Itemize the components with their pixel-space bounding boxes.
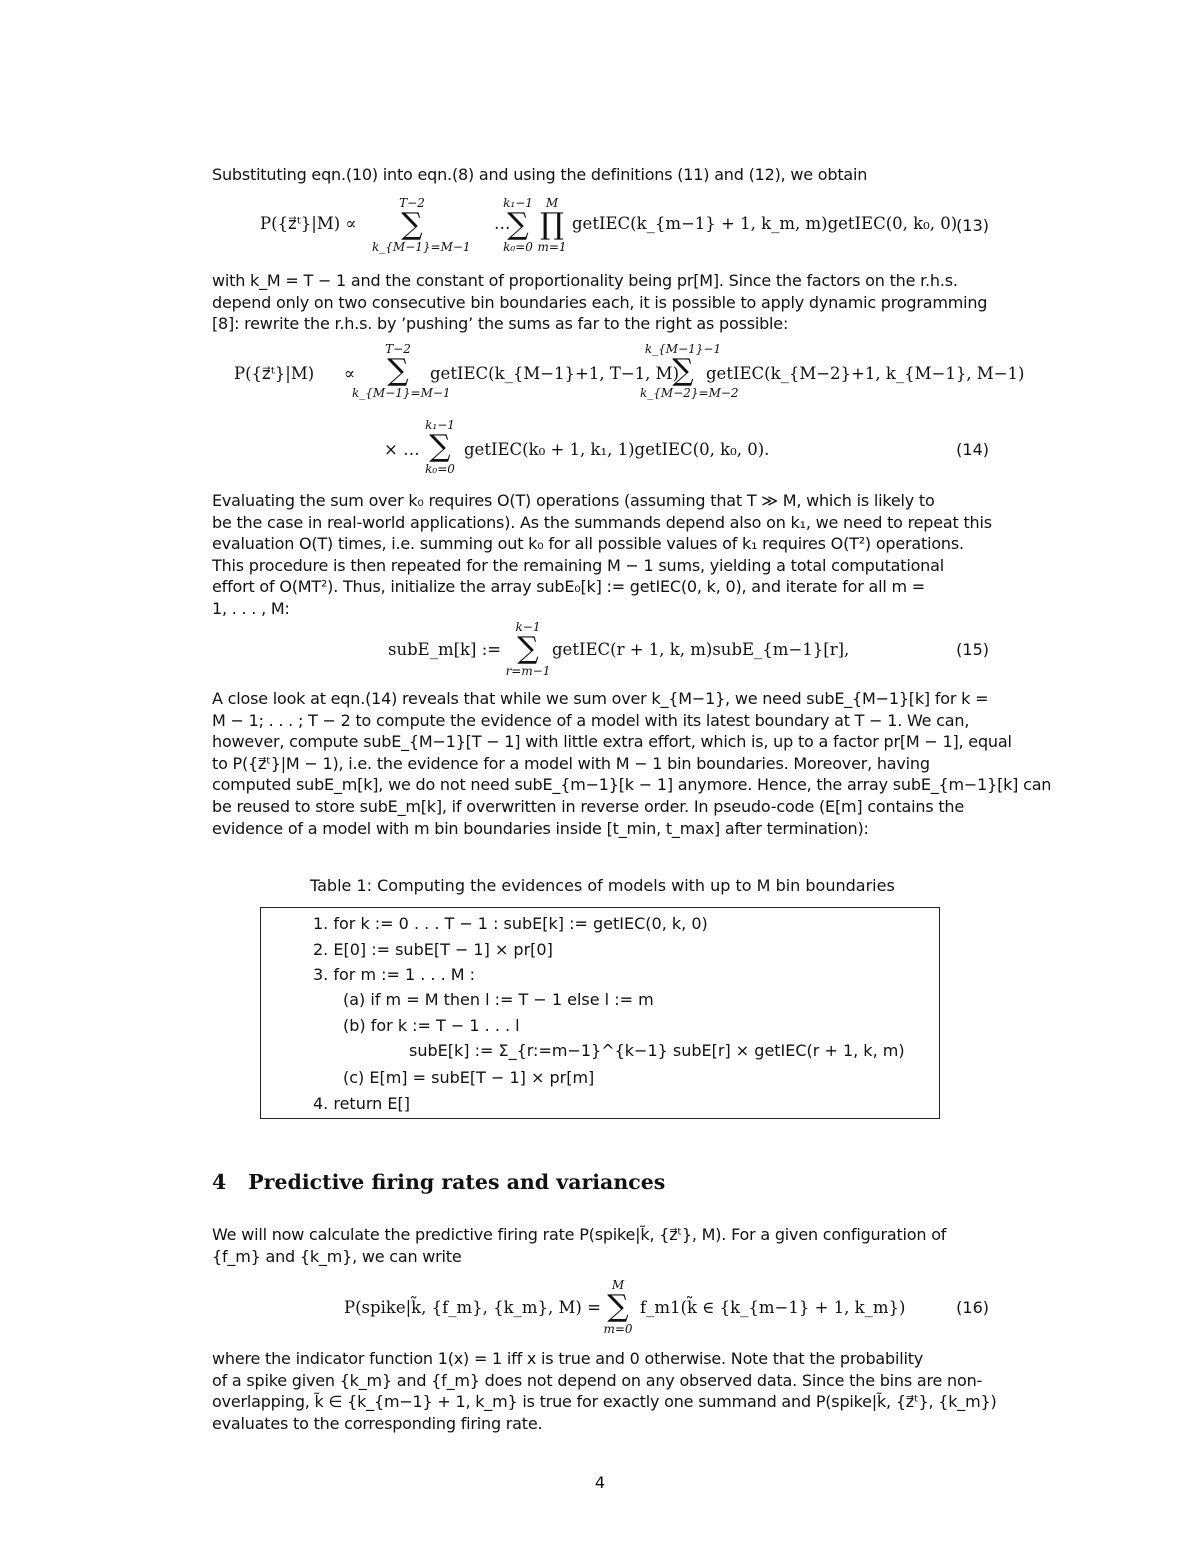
sum-symbol: ∑	[429, 429, 451, 464]
equation-13	[212, 196, 989, 260]
sum-symbol: ∑	[507, 207, 529, 242]
page-number: 4	[594, 1473, 606, 1492]
table-caption: Table 1: Computing the evidences of models with up to M bin boundaries	[310, 876, 895, 895]
sum-symbol: ∑	[607, 1289, 629, 1324]
eq16-body: f_m1(k̃ ∈ {k_{m−1} + 1, k_m})	[640, 1298, 906, 1317]
algorithm-box	[260, 907, 940, 1119]
sum-upper-limit: M	[611, 1278, 625, 1292]
algorithm-substep: (c) E[m] = subE[T − 1] × pr[m]	[343, 1068, 595, 1087]
text-line: where the indicator function 1(x) = 1 iff x is true and 0 otherwise. Note that the probability	[212, 1349, 924, 1368]
text-line: Substituting eqn.(10) into eqn.(8) and using the definitions (11) and (12), we obtain	[212, 165, 868, 184]
sum-upper-limit: k_{M−1}−1	[644, 342, 722, 356]
text-line: {f_m} and {k_m}, we can write	[212, 1246, 462, 1266]
product-upper-limit: M	[545, 196, 559, 210]
algorithm-step: 3. for m := 1 . . . M :	[313, 965, 476, 984]
paragraph-2	[212, 490, 992, 620]
eq16-lhs: P(spike|k̃, {f_m}, {k_m}, M) =	[344, 1298, 601, 1317]
sum-lower-limit: k_{M−1}=M−1	[352, 386, 451, 400]
text-line: effort of O(MT²). Thus, initialize the array subE₀[k] := getIEC(0, k, 0), and iterate for all m =	[212, 577, 925, 597]
eq13-body: getIEC(k_{m−1} + 1, k_m, m)getIEC(0, k₀, 0)	[572, 214, 958, 233]
eq13-product	[532, 196, 572, 254]
sum-upper-limit: T−2	[385, 342, 411, 356]
sum-lower-limit: k_{M−1}=M−1	[372, 240, 471, 254]
algorithm-step: 4. return E[]	[313, 1094, 410, 1113]
paragraph-1	[212, 270, 989, 335]
text-line: evaluation O(T) times, i.e. summing out k₀ for all possible values of k₁ requires O(T²) operations.	[212, 534, 964, 554]
eq13-dots: …	[494, 214, 511, 233]
text-line: evidence of a model with m bin boundaries inside [t_min, t_max] after termination):	[212, 818, 869, 838]
sum-lower-limit: r=m−1	[505, 664, 551, 678]
eq16-sum	[598, 1278, 638, 1336]
text-line: be reused to store subE_m[k], if overwritten in reverse order. In pseudo-code (E[m] contains the	[212, 796, 964, 816]
eq14-proportional: ∝	[344, 364, 356, 383]
eq14-term-3: getIEC(k₀ + 1, k₁, 1)getIEC(0, k₀, 0).	[464, 440, 770, 459]
equation-number: (14)	[956, 440, 989, 459]
sum-lower-limit: k_{M−2}=M−2	[640, 386, 739, 400]
equation-number: (15)	[956, 640, 989, 659]
equation-16	[212, 1278, 989, 1342]
text-line: depend only on two consecutive bin boundaries each, it is possible to apply dynamic programming	[212, 292, 988, 312]
equation-number: (16)	[956, 1298, 989, 1317]
paragraph-5	[212, 1348, 997, 1434]
sum-upper-limit: k₁−1	[503, 196, 533, 210]
eq14-lhs: P({z⃗ᵗ}|M)	[234, 364, 315, 383]
text-line: overlapping, k̃ ∈ {k_{m−1} + 1, k_m} is true for exactly one summand and P(spike|k̃, {z⃗ᵗ}, {k_m})	[212, 1392, 997, 1412]
text-line: however, compute subE_{M−1}[T − 1] with little extra effort, which is, up to a factor pr[M − 1], equal	[212, 732, 1012, 752]
text-line: A close look at eqn.(14) reveals that while we sum over k_{M−1}, we need subE_{M−1}[k] for k =	[212, 689, 989, 708]
eq14-sum-3	[416, 418, 464, 476]
paragraph-4	[212, 1224, 989, 1267]
sum-symbol: ∑	[672, 353, 694, 388]
eq15-sum	[498, 620, 558, 678]
text-line: to P({z⃗ᵗ}|M − 1), i.e. the evidence for a model with M − 1 bin boundaries. Moreover, having	[212, 753, 930, 773]
eq14-times: × …	[384, 440, 420, 459]
sum-upper-limit: T−2	[399, 196, 425, 210]
text-line: Evaluating the sum over k₀ requires O(T) operations (assuming that T ≫ M, which is likely to	[212, 491, 935, 510]
text-line: of a spike given {k_m} and {f_m} does not depend on any observed data. Since the bins are non-	[212, 1370, 983, 1390]
product-lower-limit: m=1	[537, 240, 567, 254]
eq13-sum-1	[372, 196, 471, 254]
text-line: This procedure is then repeated for the remaining M − 1 sums, yielding a total computational	[212, 555, 944, 575]
section-number: 4	[212, 1170, 227, 1194]
algorithm-substep: (a) if m = M then l := T − 1 else l := m	[343, 990, 654, 1009]
text-line: 1, . . . , M:	[212, 598, 290, 618]
sum-upper-limit: k−1	[515, 620, 541, 634]
eq14-term-2: getIEC(k_{M−2}+1, k_{M−1}, M−1)	[706, 364, 1025, 383]
text-line: M − 1; . . . ; T − 2 to compute the evidence of a model with its latest boundary at T − 1. We can,	[212, 710, 970, 730]
text-line: computed subE_m[k], we do not need subE_{m−1}[k − 1] anymore. Hence, the array subE_{m−1}[k] can	[212, 775, 1052, 795]
algorithm-substep: (b) for k := T − 1 . . . l	[343, 1016, 520, 1035]
sum-symbol: ∑	[401, 207, 423, 242]
section-heading	[212, 1170, 665, 1194]
paragraph-3	[212, 688, 1052, 839]
intro-paragraph	[212, 164, 989, 186]
text-line: [8]: rewrite the r.h.s. by ’pushing’ the sums as far to the right as possible:	[212, 314, 789, 334]
sum-symbol: ∑	[387, 353, 409, 388]
text-line: evaluates to the corresponding firing rate.	[212, 1413, 543, 1433]
algorithm-step: 2. E[0] := subE[T − 1] × pr[0]	[313, 940, 553, 959]
eq15-lhs: subE_m[k] :=	[388, 640, 502, 659]
algorithm-step: 1. for k := 0 . . . T − 1 : subE[k] := getIEC(0, k, 0)	[313, 914, 708, 933]
eq14-term-1: getIEC(k_{M−1}+1, T−1, M)	[430, 364, 680, 383]
eq15-body: getIEC(r + 1, k, m)subE_{m−1}[r],	[552, 640, 850, 659]
text-line: We will now calculate the predictive firing rate P(spike|k̃, {z⃗ᵗ}, M). For a given configuration of	[212, 1225, 947, 1244]
algorithm-substep: subE[k] := Σ_{r:=m−1}^{k−1} subE[r] × getIEC(r + 1, k, m)	[409, 1041, 905, 1060]
sum-lower-limit: m=0	[603, 1322, 633, 1336]
equation-14	[212, 342, 1025, 482]
equation-number: (13)	[956, 216, 989, 235]
sum-upper-limit: k₁−1	[425, 418, 455, 432]
equation-15	[212, 620, 989, 684]
text-line: be the case in real-world applications). As the summands depend also on k₁, we need to repeat this	[212, 512, 992, 532]
eq13-lhs: P({z⃗ᵗ}|M) ∝	[260, 214, 357, 233]
sum-symbol: ∑	[517, 631, 539, 666]
product-symbol: ∏	[540, 207, 564, 242]
section-title: Predictive firing rates and variances	[248, 1170, 666, 1194]
sum-lower-limit: k₀=0	[503, 240, 533, 254]
text-line: with k_M = T − 1 and the constant of proportionality being pr[M]. Since the factors on the r.h.s.	[212, 271, 958, 290]
sum-lower-limit: k₀=0	[425, 462, 455, 476]
